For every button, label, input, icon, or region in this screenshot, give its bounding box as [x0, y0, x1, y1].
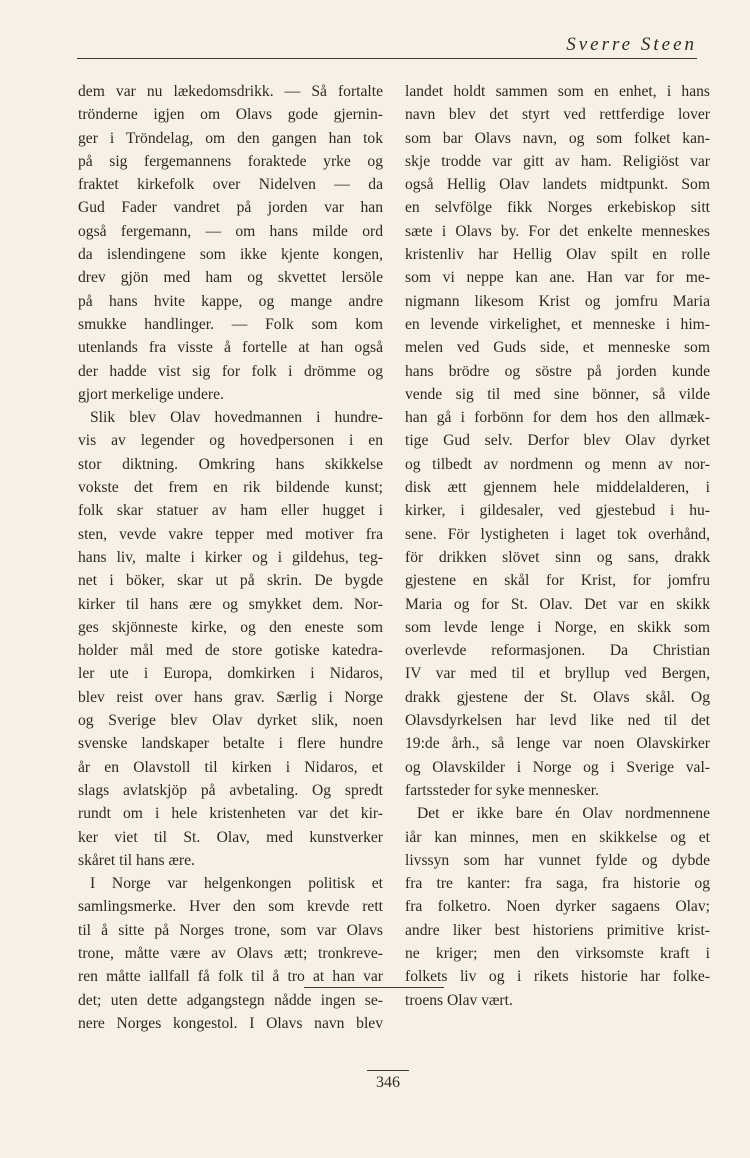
text-line: svenske landskaper betalte i flere hundre — [78, 735, 383, 753]
text-line: trönderne igjen om Olavs gode gjernin- — [78, 106, 383, 124]
text-line: det; uten dette adgangstegn nådde ingen se- — [78, 991, 383, 1009]
text-line: overlevde reformasjonen. Da Christian — [405, 642, 710, 660]
text-line: blev reist over hans grav. Særlig i Norge — [78, 688, 383, 706]
text-line: til å sitte på Norges trone, som var Olavs — [78, 921, 383, 939]
text-line: som vi neppe kan ane. Han var for me- — [405, 269, 710, 287]
text-line: fra tre kanter: fra saga, fra historie og — [405, 875, 710, 893]
text-line: vende sig til med sine bönner, så vilde — [405, 385, 710, 403]
text-line: Det er ikke bare én Olav nordmennene — [417, 805, 710, 823]
text-line: melen ved Guds side, et menneske som — [405, 339, 710, 357]
text-line: vis av legender og hovedpersonen i en — [78, 432, 383, 450]
text-line: livssyn som har vunnet fylde og dybde — [405, 851, 710, 869]
text-line: holder mål med de store gotiske katedra- — [78, 642, 383, 660]
text-line: der hadde vist sig for folk i drömme og — [78, 362, 383, 380]
text-line: en levende virkelighet, et menneske i him- — [405, 315, 710, 333]
text-line: Gud Fader vandret på jorden var han — [78, 199, 383, 217]
text-line: drev gjön med ham og skvettet lersöle — [78, 269, 383, 287]
text-line: dem var nu lækedomsdrikk. — Så fortalte — [78, 83, 383, 100]
text-line: kirker til hans ære og smykket dem. Nor- — [78, 595, 383, 613]
text-line: hans brödre og söstre på jorden kunde — [405, 362, 710, 380]
text-line: gjort merkelige undere. — [78, 385, 224, 403]
text-line: fartssteder for syke mennesker. — [405, 781, 599, 799]
text-line: ler ute i Europa, domkirken i Nidaros, — [78, 665, 383, 683]
text-line: kirker, i gildesaler, ved gjestebud i hu- — [405, 502, 710, 520]
text-line: I Norge var helgenkongen politisk et — [90, 875, 383, 893]
text-line: navn blev det styrt ved rettferdige lover — [405, 106, 710, 124]
section-end-rule — [304, 987, 444, 988]
running-head: Sverre Steen — [566, 34, 697, 55]
page-number-rule — [367, 1070, 409, 1071]
text-line: smukke handlinger. — Folk som kom — [78, 315, 383, 333]
text-line: ger i Tröndelag, om den gangen han tok — [78, 129, 383, 147]
right-column — [405, 80, 710, 1012]
text-line: som bar Olavs navn, og som folket kan- — [405, 129, 710, 147]
text-line: slags avlatskjöp på avbetaling. Og spredt — [78, 781, 383, 799]
text-line: disk ætt gjennem hele middelalderen, i — [405, 479, 710, 497]
text-line: vokste det frem en rik bildende kunst; — [78, 479, 383, 497]
text-line: ne kriger; men den virksomste kraft i — [405, 944, 710, 962]
text-line: Olavsdyrkelsen har levd like ned til det — [405, 712, 710, 730]
text-line: tige Gud selv. Derfor blev Olav dyrket — [405, 432, 710, 450]
text-line: fra folketro. Noen dyrker sagaens Olav; — [405, 898, 710, 916]
text-line: på sig fergemannens foraktede yrke og — [78, 152, 383, 170]
text-line: skje trodde var gitt av ham. Religiöst var — [405, 152, 710, 170]
text-line: ren måtte iallfall få folk til å tro at han var — [78, 968, 383, 986]
text-line: en selvfölge fikk Norges erkebiskop sitt — [405, 199, 710, 217]
text-line: drakk gjestene der St. Olavs skål. Og — [405, 688, 710, 706]
text-line: fraktet kirkefolk over Nidelven — da — [78, 176, 383, 194]
text-line: ker viet til St. Olav, med kunstverker — [78, 828, 383, 846]
text-line: skåret til hans ære. — [78, 851, 195, 869]
text-line: da islendingene som ikke kjente kongen, — [78, 246, 383, 264]
text-line: og Olavskilder i Norge og i Sverige val- — [405, 758, 710, 776]
text-line: også Hellig Olav landets midtpunkt. Som — [405, 176, 710, 194]
text-line: samlingsmerke. Hver den som krevde rett — [78, 898, 383, 916]
text-line: kristenliv har Hellig Olav spilt en rolle — [405, 246, 710, 264]
text-line: troens Olav vært. — [405, 991, 513, 1009]
text-line: også fergemann, — om hans milde ord — [78, 222, 383, 240]
text-line: gjestene en skål for Krist, for jomfru — [405, 572, 710, 590]
text-line: og tilbedt av nordmenn og menn av nor- — [405, 455, 710, 473]
text-line: år en Olavstoll til kirken i Nidaros, et — [78, 758, 383, 776]
text-line: net i böker, skar ut på skrin. De bygde — [78, 572, 383, 590]
text-line: andre liker best historiens primitive krist- — [405, 921, 710, 939]
text-line: og Sverige blev Olav dyrket slik, noen — [78, 712, 383, 730]
text-line: utenlands fra visste å fortelle at han også — [78, 339, 383, 357]
text-line: hans liv, malte i kirker og i gildehus, teg- — [78, 548, 383, 566]
text-line: Slik blev Olav hovedmannen i hundre- — [90, 409, 383, 427]
text-line: trone, måtte være av Olavs ætt; tronkreve- — [78, 944, 383, 962]
text-line: IV var med til et bryllup ved Bergen, — [405, 665, 710, 683]
text-line: rundt om i hele kristenheten var det kir- — [78, 805, 383, 823]
page-number: 346 — [376, 1074, 400, 1091]
text-line: som levde lenge i Norge, en skikk som — [405, 618, 710, 636]
text-line: nigmann likesom Krist og jomfru Maria — [405, 292, 710, 310]
text-line: Maria og for St. Olav. Det var en skikk — [405, 595, 710, 613]
text-line: sten, vevde vakre tepper med motiver fra — [78, 525, 383, 543]
left-column — [78, 80, 383, 1035]
text-line: på hans hvite kappe, og mange andre — [78, 292, 383, 310]
text-line: nere Norges kongestol. I Olavs navn blev — [78, 1014, 383, 1032]
text-line: sæte i Olavs by. For det enkelte menneskes — [405, 222, 710, 240]
header-rule — [77, 58, 697, 59]
text-line: han gå i forbönn for dem hos den allmæk- — [405, 409, 710, 427]
text-line: för drikken slövet sinn og sans, drakk — [405, 548, 710, 566]
text-line: folkets liv og i rikets historie har folke- — [405, 968, 710, 986]
text-line: landet holdt sammen som en enhet, i hans — [405, 83, 710, 100]
text-line: stor diktning. Omkring hans skikkelse — [78, 455, 383, 473]
text-line: ges skjönneste kirke, og den eneste som — [78, 618, 383, 636]
text-line: folk skar statuer av ham eller hugget i — [78, 502, 383, 520]
text-line: iår kan minnes, men en skikkelse og et — [405, 828, 710, 846]
text-line: sene. För lystigheten i laget tok overhånd, — [405, 525, 710, 543]
text-line: 19:de årh., så lenge var noen Olavskirker — [405, 735, 710, 753]
